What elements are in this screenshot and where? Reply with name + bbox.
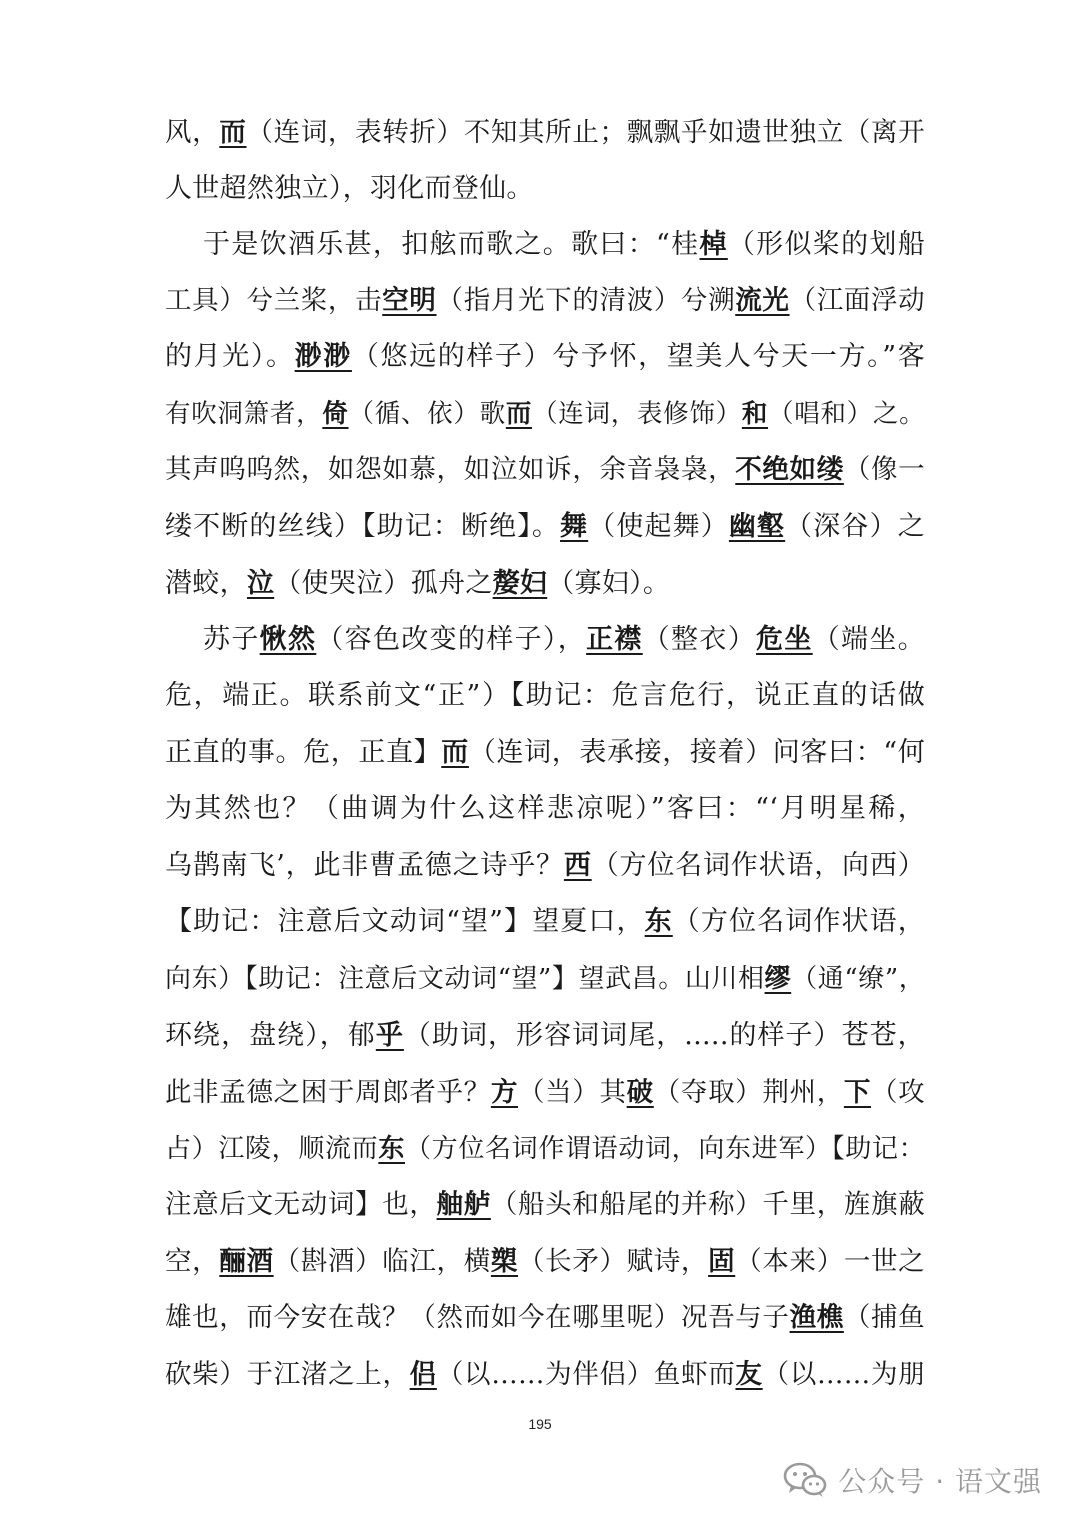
text-line bbox=[165, 1013, 925, 1059]
text-segment: （整衣） bbox=[642, 624, 757, 655]
text-segment: 潜蛟， bbox=[165, 568, 247, 599]
text-segment: （方位名词作状语， bbox=[672, 906, 925, 937]
annotated-term: 而 bbox=[441, 737, 469, 768]
text-line bbox=[165, 334, 925, 380]
annotated-term: 和 bbox=[741, 399, 769, 429]
annotated-term: 乎 bbox=[375, 1020, 404, 1051]
text-segment: 危，端正。联系前文“正”）【助记：危言危行，说正直的话做 bbox=[165, 680, 925, 711]
text-line bbox=[165, 673, 925, 719]
text-line bbox=[165, 504, 925, 550]
text-segment: （船头和船尾的并称）千里，旌旗蔽 bbox=[490, 1189, 925, 1220]
text-segment: 【助记：注意后文动词“望”】望夏口， bbox=[165, 906, 645, 937]
text-line bbox=[165, 956, 925, 1002]
page-number: 195 bbox=[528, 1416, 552, 1432]
annotated-term: 舞 bbox=[560, 511, 589, 542]
annotated-term: 友 bbox=[735, 1359, 763, 1390]
text-segment: 缕不断的丝线）【助记：断绝】。 bbox=[165, 511, 561, 542]
annotated-term: 侣 bbox=[409, 1359, 437, 1390]
text-line bbox=[165, 899, 925, 945]
annotated-term: 缪 bbox=[764, 964, 792, 994]
annotated-term: 渺渺 bbox=[294, 341, 352, 372]
text-line bbox=[165, 447, 925, 493]
wechat-icon bbox=[782, 1461, 828, 1499]
text-segment: 占）江陵，顺流而 bbox=[165, 1134, 379, 1164]
text-segment: （本来）一世之 bbox=[735, 1246, 925, 1277]
text-segment: （容色改变的样子）， bbox=[316, 624, 587, 655]
text-segment: 有吹洞箫者， bbox=[165, 399, 323, 429]
text-line bbox=[165, 278, 925, 324]
text-segment: （通“缭”， bbox=[791, 964, 925, 994]
annotated-term: 东 bbox=[644, 906, 673, 937]
text-segment: 为其然也？（曲调为什么这样悲凉呢）”客曰：“‘月明星稀， bbox=[165, 793, 925, 824]
annotated-term: 不绝如缕 bbox=[735, 454, 844, 485]
text-line bbox=[165, 561, 925, 607]
text-segment: （循、依）歌 bbox=[348, 399, 506, 429]
text-segment: 于是饮酒乐甚，扣舷而歌之。歌曰：“桂 bbox=[203, 229, 700, 260]
text-segment: 工具）兮兰桨，击 bbox=[165, 285, 383, 316]
text-line bbox=[203, 617, 925, 663]
annotated-term: 槊 bbox=[490, 1246, 519, 1277]
annotated-term: 泣 bbox=[246, 568, 275, 599]
annotated-term: 愀然 bbox=[259, 624, 317, 655]
text-line bbox=[165, 1239, 925, 1285]
text-segment: （唱和）之。 bbox=[768, 399, 925, 429]
text-line bbox=[165, 1126, 925, 1172]
text-segment: 注意后文无动词】也， bbox=[165, 1189, 437, 1220]
text-segment: （当）其 bbox=[518, 1077, 627, 1108]
text-segment: 此非孟德之困于周郎者乎？ bbox=[165, 1077, 491, 1108]
text-segment: 砍柴）于江渚之上， bbox=[165, 1359, 410, 1390]
annotated-term: 倚 bbox=[322, 399, 349, 429]
text-segment: （使哭泣）孤舟之 bbox=[274, 568, 493, 599]
annotated-term: 破 bbox=[626, 1077, 654, 1108]
annotated-term: 空明 bbox=[382, 285, 437, 316]
text-segment: （使起舞） bbox=[588, 511, 729, 542]
text-line bbox=[165, 730, 925, 776]
annotated-term: 棹 bbox=[699, 229, 728, 260]
text-segment: （悠远的样子）兮予怀，望美人兮天一方。”客 bbox=[351, 341, 926, 372]
text-line bbox=[165, 166, 925, 212]
text-segment: （寡妇）。 bbox=[547, 568, 671, 599]
text-segment: （像一 bbox=[843, 454, 925, 485]
annotated-term: 嫠妇 bbox=[492, 568, 548, 599]
text-line bbox=[165, 1352, 925, 1398]
text-line bbox=[165, 843, 925, 889]
text-segment: （指月光下的清波）兮溯 bbox=[436, 285, 736, 316]
text-segment: （深谷）之 bbox=[785, 511, 926, 542]
text-segment: 人世超然独立），羽化而登仙。 bbox=[165, 173, 534, 204]
text-segment: （斟酒）临江，横 bbox=[273, 1246, 491, 1277]
text-segment: 向东）【助记：注意后文动词“望”】望武昌。山川相 bbox=[165, 964, 765, 994]
text-segment: （连词，表修饰） bbox=[532, 399, 742, 429]
text-segment: （端坐。 bbox=[812, 624, 925, 655]
annotated-term: 东 bbox=[378, 1134, 406, 1164]
watermark bbox=[782, 1458, 1042, 1502]
text-segment: （形似桨的划船 bbox=[727, 229, 926, 260]
text-line bbox=[165, 110, 925, 156]
text-segment: （捕鱼 bbox=[843, 1302, 925, 1333]
text-segment: （江面浮动 bbox=[789, 285, 925, 316]
text-segment: （攻 bbox=[871, 1077, 925, 1108]
text-line bbox=[165, 786, 925, 832]
annotated-term: 幽壑 bbox=[728, 511, 786, 542]
text-segment: 乌鹊南飞’，此非曹孟德之诗乎？ bbox=[165, 850, 564, 881]
text-line bbox=[165, 1182, 925, 1228]
watermark-text: 公众号 · 语文强 bbox=[838, 1465, 1042, 1498]
text-segment: 的月光）。 bbox=[165, 341, 295, 372]
text-line bbox=[165, 1295, 925, 1341]
text-segment: （连词，表转折）不知其所止；飘飘乎如遗世独立（离开 bbox=[246, 117, 925, 148]
annotated-term: 危坐 bbox=[756, 624, 813, 655]
text-segment: 空， bbox=[165, 1246, 220, 1277]
annotated-term: 下 bbox=[843, 1077, 872, 1108]
text-segment: （助词，形容词词尾，.....的样子）苍苍， bbox=[403, 1020, 925, 1051]
annotated-term: 舳舻 bbox=[436, 1189, 491, 1220]
annotated-term: 渔樵 bbox=[789, 1302, 844, 1333]
text-segment: （以……为伴侣）鱼虾而 bbox=[436, 1359, 736, 1390]
text-line bbox=[165, 1070, 925, 1116]
text-segment: （以……为朋 bbox=[762, 1359, 925, 1390]
text-segment: （夺取）荆州， bbox=[653, 1077, 844, 1108]
annotated-term: 西 bbox=[563, 850, 592, 881]
text-segment: 环绕，盘绕），郁 bbox=[165, 1020, 376, 1051]
annotated-term: 而 bbox=[219, 117, 247, 148]
annotated-term: 酾酒 bbox=[219, 1246, 274, 1277]
text-line bbox=[165, 391, 925, 437]
annotated-term: 流光 bbox=[735, 285, 790, 316]
annotated-term: 固 bbox=[708, 1246, 736, 1277]
text-segment: （方位名词作谓语动词，向东进军）【助记： bbox=[405, 1134, 925, 1164]
annotated-term: 方 bbox=[490, 1077, 518, 1108]
text-segment: 雄也，而今安在哉？（然而如今在哪里呢）况吾与子 bbox=[165, 1302, 790, 1333]
text-segment: （长矛）赋诗， bbox=[518, 1246, 709, 1277]
text-segment: 正直的事。危，正直】 bbox=[165, 737, 442, 768]
text-segment: （连词，表承接，接着）问客曰：“何 bbox=[468, 737, 926, 768]
annotated-term: 而 bbox=[505, 399, 533, 429]
annotated-term: 正襟 bbox=[586, 624, 643, 655]
text-segment: 风， bbox=[165, 117, 220, 148]
text-segment: （方位名词作状语，向西） bbox=[591, 850, 925, 881]
text-segment: 其声呜呜然，如怨如慕，如泣如诉，余音袅袅， bbox=[165, 454, 736, 485]
text-line bbox=[203, 222, 925, 268]
text-segment: 苏子 bbox=[203, 624, 260, 655]
